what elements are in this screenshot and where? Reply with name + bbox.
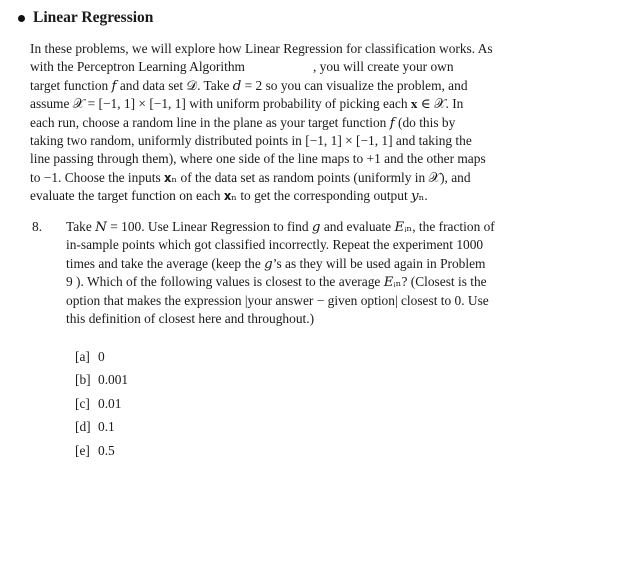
problem-line: in-sample points which got classified incorrectly. Repeat the experiment 1000 bbox=[66, 237, 484, 253]
problem-line: this definition of closest here and throughout.) bbox=[66, 311, 315, 327]
intro-line: target function 𝑓 and data set 𝒟. Take 𝑑 = 2 so you can visualize the problem, and bbox=[30, 77, 468, 93]
problem-line: times and take the average (keep the 𝑔’s as they will be used again in Problem bbox=[66, 255, 486, 271]
intro-line: assume 𝒳 = [−1, 1] × [−1, 1] with uniform probability of picking each 𝐱 ∈ 𝒳. In bbox=[30, 96, 464, 112]
option-value: 0.01 bbox=[98, 395, 122, 411]
option-a bbox=[75, 345, 128, 369]
option-label: [e] bbox=[75, 442, 90, 458]
heading-text: Linear Regression bbox=[33, 9, 154, 26]
option-e bbox=[75, 439, 128, 463]
intro-line: each run, choose a random line in the plane as your target function 𝑓 (do this by bbox=[30, 114, 456, 130]
intro-line: line passing through them), where one side of the line maps to +1 and the other maps bbox=[30, 151, 486, 167]
option-label: [c] bbox=[75, 395, 90, 411]
section-heading bbox=[18, 9, 153, 27]
problem-line: option that makes the expression |your answer − given option| closest to 0. Use bbox=[66, 292, 489, 308]
intro-line-part: with the Perceptron Learning Algorithm bbox=[30, 59, 245, 75]
problem-number: 8. bbox=[32, 219, 43, 234]
option-value: 0.001 bbox=[98, 372, 129, 388]
option-label: [a] bbox=[75, 348, 90, 364]
option-label: [d] bbox=[75, 419, 91, 435]
option-value: 0.1 bbox=[98, 419, 115, 435]
problem-line: Take 𝑁 = 100. Use Linear Regression to find 𝑔 and evaluate 𝐸ᵢₙ, the fraction of bbox=[66, 219, 495, 234]
option-value: 0.5 bbox=[98, 442, 115, 458]
option-label: [b] bbox=[75, 372, 91, 388]
problem-statement bbox=[66, 218, 586, 328]
bullet-icon bbox=[18, 15, 25, 22]
intro-line-part: , you will create your own bbox=[312, 59, 454, 75]
option-c bbox=[75, 392, 128, 416]
problem-line: 9 ). Which of the following values is closest to the average 𝐸ᵢₙ? (Closest is the bbox=[66, 274, 487, 290]
intro-paragraph bbox=[30, 40, 586, 206]
intro-line: In these problems, we will explore how Linear Regression for classification works. As bbox=[30, 41, 493, 56]
option-value: 0 bbox=[98, 348, 105, 364]
intro-line: to −1. Choose the inputs 𝐱ₙ of the data set as random points (uniformly in 𝒳), and bbox=[30, 169, 471, 185]
intro-line-split bbox=[30, 58, 586, 76]
option-b bbox=[75, 369, 128, 393]
option-d bbox=[75, 416, 128, 440]
intro-line: taking two random, uniformly distributed points in [−1, 1] × [−1, 1] and taking the bbox=[30, 133, 472, 149]
intro-line: evaluate the target function on each 𝐱ₙ to get the corresponding output 𝑦ₙ. bbox=[30, 188, 428, 204]
answer-options bbox=[75, 345, 128, 463]
